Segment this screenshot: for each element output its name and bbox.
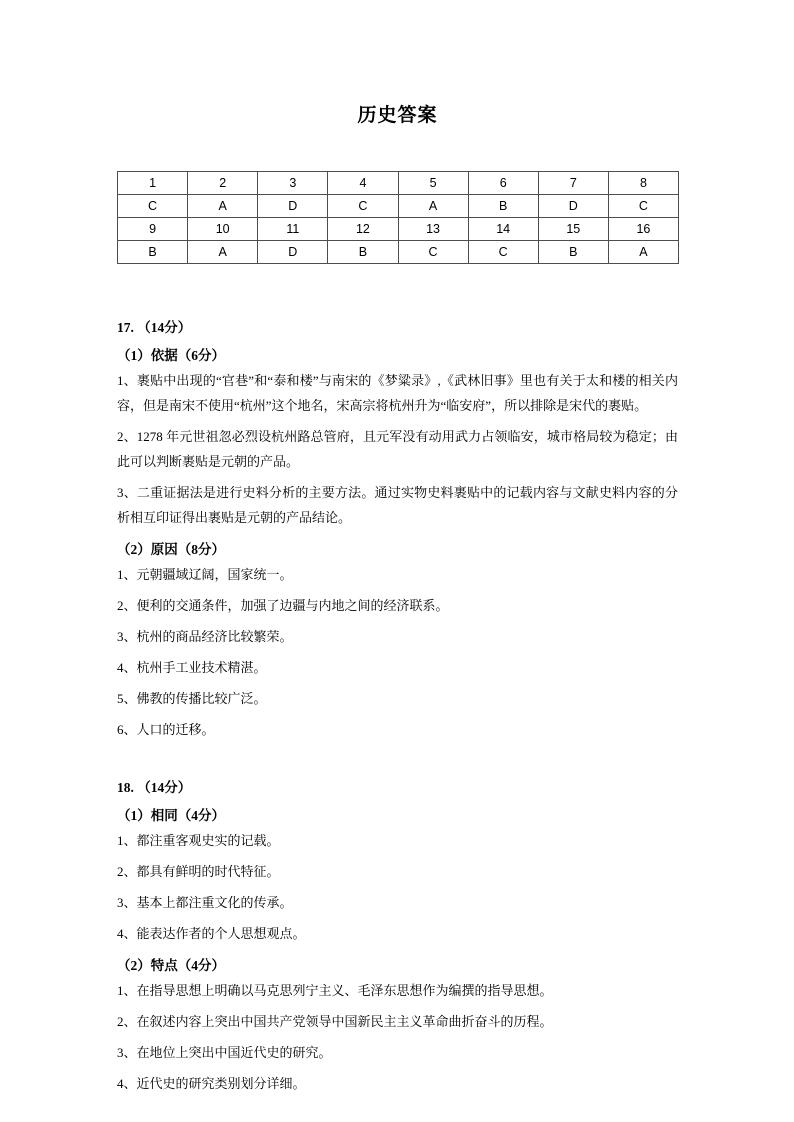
answer-cell: 2 [188, 172, 258, 195]
q17-part1-item: 2、1278 年元世祖忽必烈设杭州路总管府，且元军没有动用武力占领临安，城市格局较为稳定；由此可以判断裹贴是元朝的产品。 [117, 429, 678, 469]
answer-cell: 10 [188, 218, 258, 241]
q17-part2-item: 3、杭州的商品经济比较繁荣。 [117, 629, 293, 644]
answer-cell: 14 [468, 218, 538, 241]
answer-cell: 1 [118, 172, 188, 195]
answer-cell: C [608, 195, 678, 218]
answer-cell: A [188, 241, 258, 264]
question-17-heading: 17. （14分） [117, 320, 192, 335]
question-18 [117, 776, 678, 1096]
q17-part1-item: 1、裹贴中出现的“官巷”和“泰和楼”与南宋的《梦粱录》,《武林旧事》里也有关于太和楼的相关内容，但是南宋不使用“杭州”这个地名，宋高宗将杭州升为“临安府”，所以排除是宋代的裹贴。 [117, 373, 678, 413]
answer-cell: B [538, 241, 608, 264]
q18-part2-item: 4、近代史的研究类别划分详细。 [117, 1076, 306, 1091]
answer-cell: 11 [258, 218, 328, 241]
answer-cell: D [258, 195, 328, 218]
q17-part2-heading: （2）原因（8分） [117, 542, 225, 557]
answer-cell: 5 [398, 172, 468, 195]
table-row [118, 218, 679, 241]
q17-part2-item: 4、杭州手工业技术精湛。 [117, 660, 267, 675]
q18-part1-item: 1、都注重客观史实的记载。 [117, 833, 280, 848]
q17-part1-heading: （1）依据（6分） [117, 348, 225, 363]
answer-cell: 9 [118, 218, 188, 241]
page-title: 历史答案 [357, 105, 438, 126]
q17-part2-item: 2、便利的交通条件，加强了边疆与内地之间的经济联系。 [117, 598, 449, 613]
answer-cell: B [468, 195, 538, 218]
answer-cell: A [608, 241, 678, 264]
answer-cell: D [258, 241, 328, 264]
answer-cell: 13 [398, 218, 468, 241]
q18-part2-heading: （2）特点（4分） [117, 958, 225, 973]
q17-part2-item: 6、人口的迁移。 [117, 722, 215, 737]
q18-part2-item: 3、在地位上突出中国近代史的研究。 [117, 1045, 332, 1060]
answer-cell: C [468, 241, 538, 264]
table-row [118, 172, 679, 195]
answer-cell: 3 [258, 172, 328, 195]
answer-cell: 12 [328, 218, 398, 241]
answer-cell: 15 [538, 218, 608, 241]
q17-part2-item: 1、元朝疆域辽阔，国家统一。 [117, 567, 293, 582]
q18-part1-item: 2、都具有鲜明的时代特征。 [117, 864, 280, 879]
answer-table [117, 171, 679, 264]
q17-part2-item: 5、佛教的传播比较广泛。 [117, 691, 267, 706]
answer-cell: C [118, 195, 188, 218]
q18-part1-item: 3、基本上都注重文化的传承。 [117, 895, 293, 910]
answer-cell: 6 [468, 172, 538, 195]
q18-part2-item: 1、在指导思想上明确以马克思列宁主义、毛泽东思想作为编撰的指导思想。 [117, 983, 553, 998]
answer-cell: D [538, 195, 608, 218]
question-17 [117, 316, 678, 742]
q17-part1-item: 3、二重证据法是进行史料分析的主要方法。通过实物史料裹贴中的记载内容与文献史料内容的分析相互印证得出裹贴是元朝的产品结论。 [117, 485, 678, 525]
table-row [118, 195, 679, 218]
q18-part1-item: 4、能表达作者的个人思想观点。 [117, 926, 306, 941]
answer-cell: 16 [608, 218, 678, 241]
q18-part1-heading: （1）相同（4分） [117, 808, 225, 823]
answer-cell: B [328, 241, 398, 264]
answer-cell: 8 [608, 172, 678, 195]
answer-cell: 4 [328, 172, 398, 195]
q18-part2-item: 2、在叙述内容上突出中国共产党领导中国新民主主义革命曲折奋斗的历程。 [117, 1014, 553, 1029]
answer-cell: C [398, 241, 468, 264]
table-row [118, 241, 679, 264]
answer-cell: 7 [538, 172, 608, 195]
answer-cell: B [118, 241, 188, 264]
question-18-heading: 18. （14分） [117, 780, 192, 795]
answer-cell: A [398, 195, 468, 218]
answer-cell: A [188, 195, 258, 218]
answer-cell: C [328, 195, 398, 218]
